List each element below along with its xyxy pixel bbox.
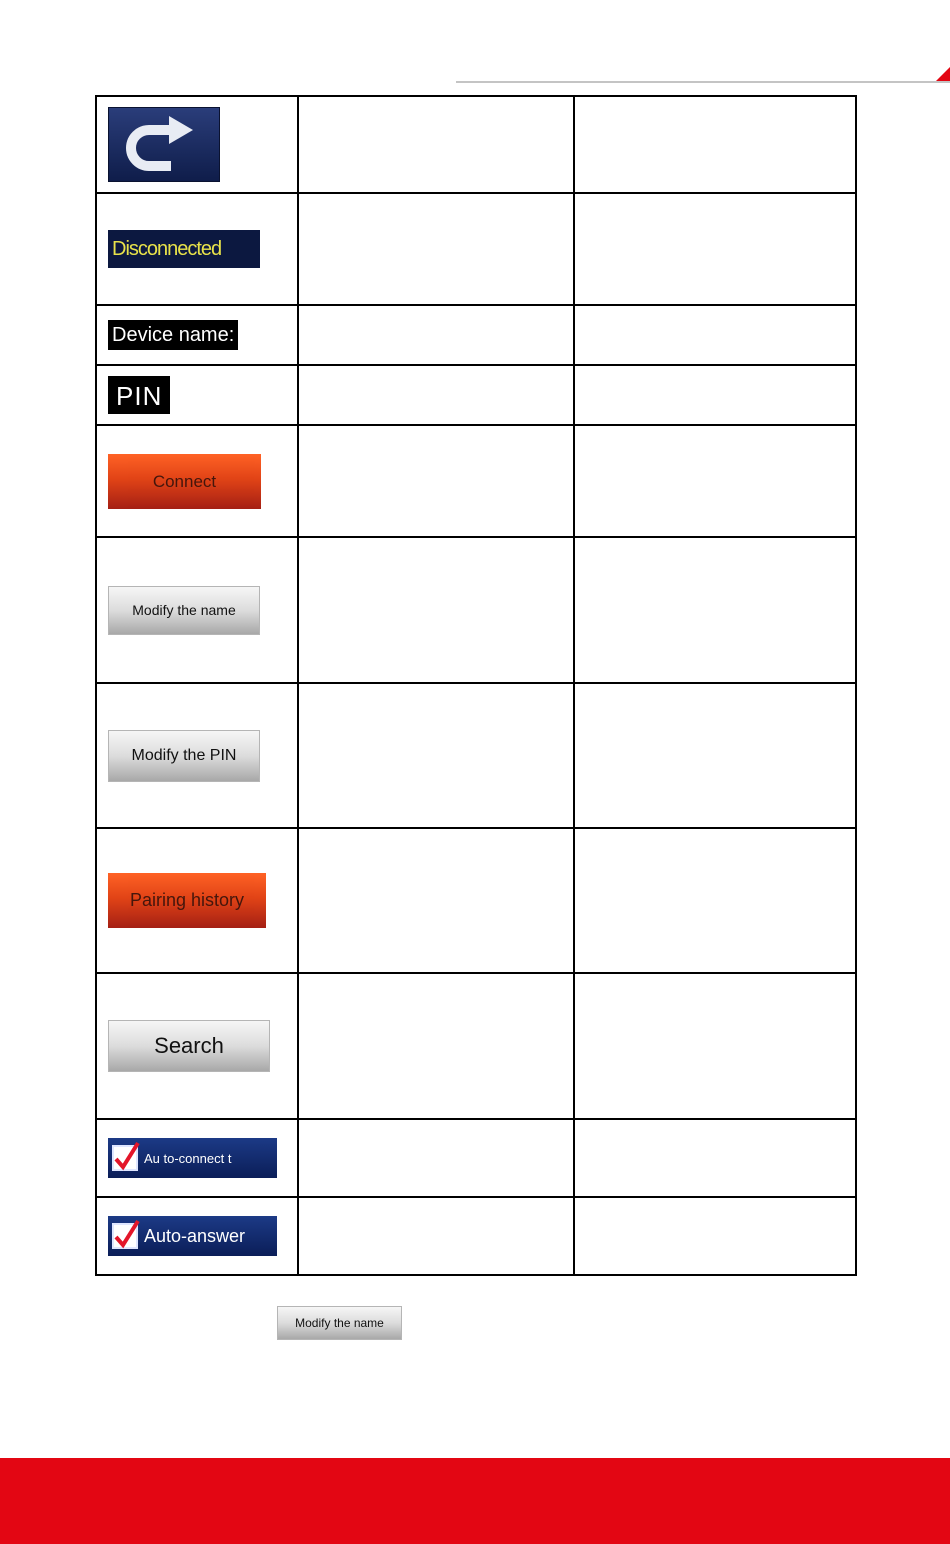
note-cell [574, 683, 856, 828]
table-row [96, 537, 856, 683]
modify-name-button[interactable]: Modify the name [108, 586, 260, 635]
table-row [96, 973, 856, 1119]
description-cell [298, 828, 574, 973]
description-cell [298, 973, 574, 1119]
modify-pin-button[interactable]: Modify the PIN [108, 730, 260, 782]
note-cell [574, 828, 856, 973]
description-cell [298, 305, 574, 365]
pin-label: PIN [108, 376, 170, 414]
description-cell [298, 1197, 574, 1275]
footer-bar [0, 1458, 950, 1544]
note-cell [574, 425, 856, 537]
table-row [96, 305, 856, 365]
checkbox-checked-icon [112, 1223, 138, 1249]
description-cell [298, 537, 574, 683]
auto-answer-toggle[interactable] [108, 1216, 277, 1256]
table-row [96, 1119, 856, 1197]
table-row [96, 365, 856, 425]
note-cell [574, 305, 856, 365]
auto-connect-label: Au to-connect t [144, 1150, 232, 1166]
note-cell [574, 193, 856, 305]
note-cell [574, 96, 856, 193]
reference-table [95, 95, 857, 1276]
description-cell [298, 1119, 574, 1197]
description-cell [298, 193, 574, 305]
connect-button[interactable]: Connect [108, 454, 261, 509]
table-row [96, 828, 856, 973]
corner-accent [936, 67, 950, 81]
note-cell [574, 973, 856, 1119]
note-cell [574, 365, 856, 425]
description-cell [298, 683, 574, 828]
description-cell [298, 425, 574, 537]
connection-status: Disconnected [108, 230, 260, 268]
inline-modify-name-button[interactable]: Modify the name [277, 1306, 402, 1340]
auto-connect-toggle[interactable] [108, 1138, 277, 1178]
table-row [96, 96, 856, 193]
note-cell [574, 537, 856, 683]
table-row [96, 425, 856, 537]
table-row [96, 193, 856, 305]
table-row [96, 683, 856, 828]
auto-answer-label: Auto-answer [144, 1225, 246, 1246]
note-cell [574, 1119, 856, 1197]
description-cell [298, 365, 574, 425]
table-row [96, 1197, 856, 1275]
pairing-history-button[interactable]: Pairing history [108, 873, 266, 928]
header-rule [456, 81, 950, 83]
device-name-label: Device name: [108, 320, 238, 350]
note-cell [574, 1197, 856, 1275]
description-cell [298, 96, 574, 193]
search-button[interactable]: Search [108, 1020, 270, 1072]
checkbox-checked-icon [112, 1145, 138, 1171]
back-arrow-icon[interactable] [108, 107, 220, 182]
